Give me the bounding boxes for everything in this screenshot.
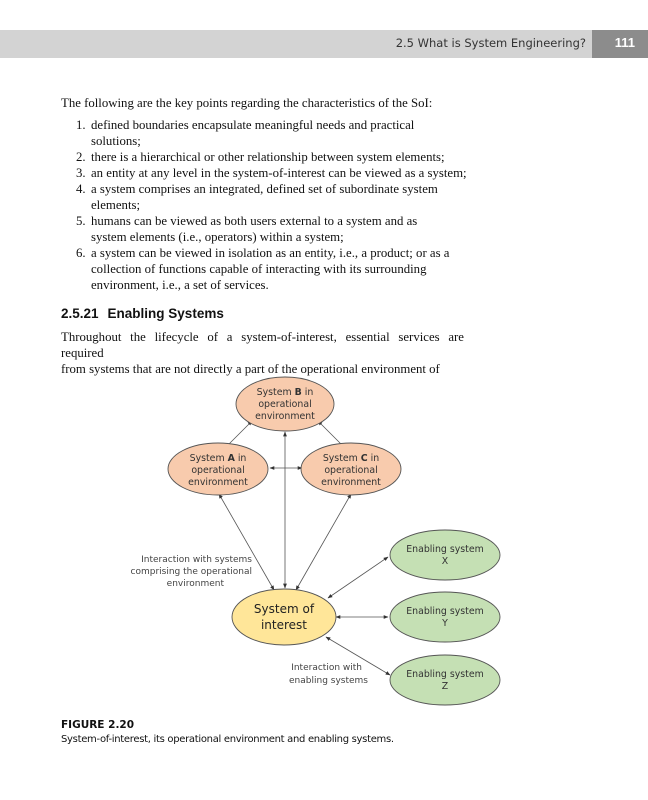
list-item-line: there is a hierarchical or other relationship between system elements; [91,150,445,164]
list-item-line: an entity at any level in the system-of-interest can be viewed as a system; [91,166,467,180]
operational-note-line1: Interaction with systems [141,555,252,565]
enabling-note-line1: Interaction with [291,663,362,673]
system-c-label-line1: System C in [322,453,380,464]
system-a-label-line2: operational [191,465,245,476]
intro-paragraph: The following are the key points regarding the characteristics of the SoI: [61,96,433,110]
running-title: 2.5 What is System Engineering? [395,36,586,50]
soi-label-line1: System of [253,602,315,616]
section-number: 2.5.21 [61,306,99,321]
system-a-node [168,443,268,495]
soi-label-line2: interest [260,618,308,632]
enabling-note-line2: enabling systems [289,676,368,686]
enabling-y-label-line2: Y [442,618,448,629]
list-item-number: 6. [76,246,86,260]
list-item-line: environment, i.e., a set of services. [91,278,269,292]
list-item-number: 3. [76,166,86,180]
enabling-x-ellipse [390,530,500,580]
enabling-z-ellipse [390,655,500,705]
system-c-label-line2: operational [324,465,378,476]
figure-label: FIGURE 2.20 [61,719,135,731]
system-a-label-line1: System A in [189,453,247,464]
system-c-node [301,443,401,495]
soi-ellipse [232,589,336,645]
list-item-number: 4. [76,182,86,196]
list-item-number: 5. [76,214,86,228]
operational-interaction-note [131,555,253,589]
figure-caption: System-of-interest, its operational environment and enabling systems. [61,734,394,745]
list-item-line: a system comprises an integrated, defined set of subordinate system [91,182,438,196]
list-item-line: humans can be viewed as both users external to a system and as [91,214,418,228]
connector-soi-x [328,557,388,598]
enabling-system-x-node [390,530,500,580]
list-item-line: a system can be viewed in isolation as an entity, i.e., a product; or as a [91,246,450,260]
system-of-interest-node [232,589,336,645]
system-b-label-line1: System B in [256,387,314,398]
enabling-system-y-node [390,592,500,642]
list-item-number: 2. [76,150,86,164]
list-item-line: elements; [91,198,141,212]
list-item-line: solutions; [91,134,141,148]
enabling-system-z-node [390,655,500,705]
list-item-line: defined boundaries encapsulate meaningful needs and practical [91,118,415,132]
operational-note-line2: comprising the operational [130,567,252,577]
system-b-label-line2: operational [258,399,312,410]
list-item-line: collection of functions capable of interacting with its surrounding [91,262,427,276]
page-number: 111 [614,35,635,50]
enabling-x-label-line2: X [441,556,449,567]
system-b-label-line3: environment [255,411,315,422]
list-item-number: 1. [76,118,86,132]
paragraph-line: Throughout the lifecycle of a system-of-interest, essential services are required [61,330,464,360]
enabling-y-label-line1: Enabling system [406,606,484,617]
system-c-label-line3: environment [321,477,381,488]
section-title: Enabling Systems [107,306,224,321]
enabling-z-label-line1: Enabling system [406,669,484,680]
list-item-line: system elements (i.e., operators) within a system; [91,230,344,244]
connector-c-soi [296,494,351,590]
system-a-label-line3: environment [188,477,248,488]
operational-note-line3: environment [166,579,224,589]
enabling-z-label-line2: Z [441,681,449,692]
system-b-node [236,377,334,431]
enabling-interaction-note [289,663,368,686]
enabling-x-label-line1: Enabling system [406,544,484,555]
enabling-y-ellipse [390,592,500,642]
paragraph-line: from systems that are not directly a part of the operational environment of [61,362,440,376]
